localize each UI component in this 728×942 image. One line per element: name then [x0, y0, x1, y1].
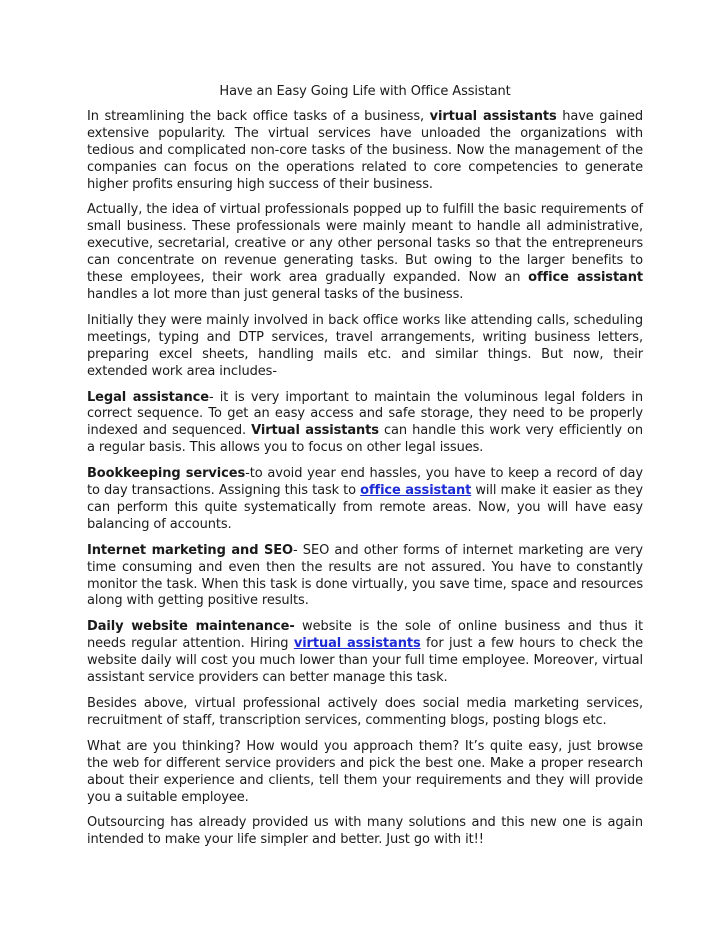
paragraph-legal-assistance: [87, 390, 643, 458]
document-title: Have an Easy Going Life with Office Assistant: [219, 84, 511, 99]
document-page: [87, 84, 643, 858]
paragraph-text: will make it easier as they can perform this quite systematically from remote areas. Now, you will have easy balancing of accounts.: [87, 483, 644, 532]
section-heading-internet-marketing: Internet marketing and SEO: [87, 542, 294, 558]
paragraph-intro: [87, 109, 643, 194]
virtual-assistants-link[interactable]: virtual assistants: [293, 636, 421, 652]
paragraph-text: -to avoid year end hassles, you have to keep a record of day to day transactions. Assigning this task to: [87, 466, 643, 499]
bold-term-office-assistant: office assistant: [528, 270, 644, 286]
office-assistant-link[interactable]: office assistant: [360, 483, 472, 499]
paragraph-text: can handle this work very efficiently on a regular basis. This allows you to focus on other legal issues.: [87, 423, 643, 456]
paragraph-other-services: Besides above, virtual professional actively does social media marketing services, recruitment of staff, transcription services, commenting blogs, posting blogs etc.: [87, 696, 643, 728]
paragraph-origin: [87, 202, 643, 303]
paragraph-bookkeeping: [87, 466, 643, 534]
paragraph-text: handles a lot more than just general tasks of the business.: [87, 286, 464, 302]
section-heading-website-maintenance: Daily website maintenance-: [87, 619, 295, 635]
paragraph-text: - it is very important to maintain the voluminous legal folders in correct sequence. To get an easy access and safe storage, they need to be properly indexed and sequenced.: [87, 389, 643, 439]
paragraph-text: In streamlining the back office tasks of a business,: [87, 108, 430, 124]
paragraph-text: website is the sole of online business and thus it needs regular attention. Hiring: [87, 619, 643, 652]
paragraph-text: for just a few hours to check the website daily will cost you much lower than your full time employee. Moreover, virtual assistant service providers can better manage this task.: [87, 636, 644, 686]
paragraph-website-maintenance: [87, 619, 643, 687]
paragraph-text: have gained extensive popularity. The virtual services have unloaded the organizations with tedious and complicated non-core tasks of the business. Now the management of the companies can focus on the operations related to core competencies to generate higher profits ensuring high success of their business.: [87, 108, 644, 192]
section-heading-bookkeeping: Bookkeeping services: [87, 466, 246, 482]
paragraph-text: - SEO and other forms of internet marketing are very time consuming and even then the results are not assured. You have to constantly monitor the task. When this task is done virtually, you save time, space and resources along with getting positive results.: [87, 542, 643, 609]
paragraph-text: Actually, the idea of virtual professionals popped up to fulfill the basic requirements of small business. These professionals were mainly meant to handle all administrative, executive, secretarial, creative or any other personal tasks so that the entrepreneurs can concentrate on revenue generating tasks. But owing to the larger benefits to these employees, their work area gradually expanded. Now an: [87, 202, 643, 286]
paragraph-conclusion: Outsourcing has already provided us with many solutions and this new one is again intended to make your life simpler and better. Just go with it!!: [87, 815, 643, 848]
paragraph-internet-marketing: [87, 543, 643, 611]
bold-term-virtual-assistants: Virtual assistants: [251, 423, 379, 439]
paragraph-initial-work: Initially they were mainly involved in back office works like attending calls, scheduling meetings, typing and DTP services, travel arrangements, writing business letters, preparing excel sheets, handling mails etc. and similar things. But now, their extended work area includes-: [87, 312, 643, 379]
paragraph-how-to-approach: What are you thinking? How would you approach them? It’s quite easy, just browse the web for different service providers and pick the best one. Make a proper research about their experience and clients, tell them your requirements and they will provide you a suitable employee.: [87, 738, 643, 805]
section-heading-legal-assistance: Legal assistance: [87, 389, 209, 405]
bold-term-virtual-assistants: virtual assistants: [429, 108, 557, 124]
